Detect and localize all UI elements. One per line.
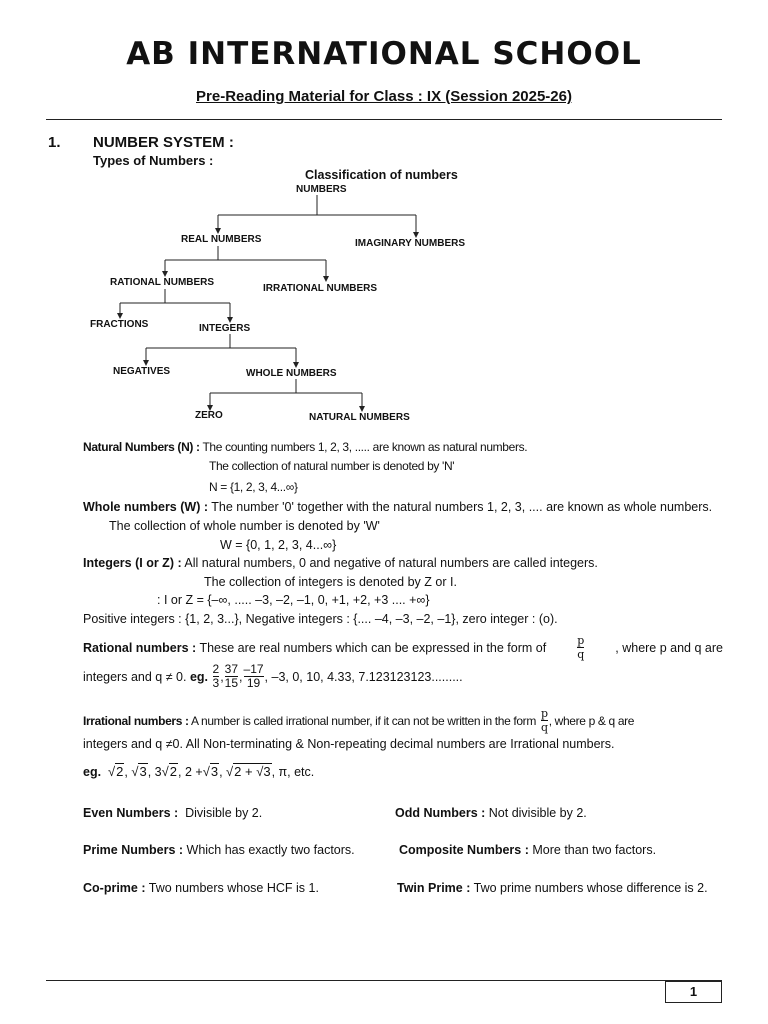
natural-notation: The collection of natural number is denoted by 'N' [209, 459, 455, 473]
page-number: 1 [665, 981, 722, 1003]
natural-definition: Natural Numbers (N) : The counting numbers 1, 2, 3, ..... are known as natural numbers. [83, 440, 528, 454]
footer-divider [46, 980, 722, 981]
tree-node-integers: INTEGERS [199, 323, 251, 334]
integers-set: : I or Z = {–∞, ..... –3, –2, –1, 0, +1, +2, +3 .... +∞} [157, 593, 430, 607]
integers-types: Positive integers : {1, 2, 3...}, Negative integers : {.... –4, –3, –2, –1}, zero integer : (o). [83, 612, 558, 626]
rational-examples: integers and q ≠ 0. eg. $\frac{2}{3}$ , $\frac{37}{15}$ , $\frac{-17}{19}$ , –3, 0, 10, 4.33, 7.123123123......... [83, 662, 463, 690]
tree-node-real: REAL NUMBERS [181, 234, 262, 245]
tree-node-whole: WHOLE NUMBERS [246, 368, 337, 379]
section-subtitle: Types of Numbers : [93, 153, 214, 168]
irrational-note: integers and q ≠0. All Non-terminating & Non-repeating decimal numbers are Irrational numbers. [83, 737, 615, 751]
tree-node-natural: NATURAL NUMBERS [309, 412, 410, 423]
twin-prime: Twin Prime : Two prime numbers whose difference is 2. [397, 881, 708, 895]
co-prime: Co-prime : Two numbers whose HCF is 1. [83, 881, 319, 895]
p-over-q-fraction: $\frac{p}{q}$ [577, 634, 585, 661]
even-numbers: Even Numbers : Divisible by 2. [83, 806, 263, 820]
tree-node-imaginary: IMAGINARY NUMBERS [355, 238, 466, 249]
section-title: NUMBER SYSTEM : [93, 134, 234, 151]
tree-node-rational: RATIONAL NUMBERS [110, 277, 215, 288]
whole-definition: Whole numbers (W) : The number '0' together with the natural numbers 1, 2, 3, .... are known as whole numbers. [83, 500, 713, 514]
tree-node-irrational: IRRATIONAL NUMBERS [263, 283, 378, 294]
tree-node-fractions: FRACTIONS [90, 319, 149, 330]
rational-definition: Rational numbers : These are real numbers which can be expressed in the form of $\frac{p}{q}$ , where p and q are [83, 634, 723, 661]
prime-numbers: Prime Numbers : Which has exactly two factors. [83, 843, 355, 857]
section-number: 1. [48, 134, 61, 151]
p-over-q-fraction-2: $\frac{p}{q}$ [540, 707, 548, 734]
natural-set: N = {1, 2, 3, 4...∞} [209, 480, 298, 494]
tree-node-numbers: NUMBERS [296, 184, 347, 195]
tree-node-zero: ZERO [195, 410, 223, 421]
integers-notation: The collection of integers is denoted by Z or I. [204, 575, 457, 589]
tree-node-negatives: NEGATIVES [113, 366, 171, 377]
irrational-examples: eg. √2 , √3 , 3 √2 , 2 + √3 , √2 + √3 , π, etc. [83, 764, 315, 779]
whole-set: W = {0, 1, 2, 3, 4...∞} [220, 538, 337, 552]
integers-definition: Integers (I or Z) : All natural numbers, 0 and negative of natural numbers are called integers. [83, 556, 598, 570]
tree-title: Classification of numbers [305, 168, 458, 182]
irrational-definition: Irrational numbers : A number is called irrational number, if it can not be written in the form $\frac{p}{q}$ , where p & q are [83, 707, 635, 734]
composite-numbers: Composite Numbers : More than two factors. [399, 843, 657, 857]
session-subtitle: Pre-Reading Material for Class : IX (Session 2025-26) [196, 88, 572, 105]
school-title: AB INTERNATIONAL SCHOOL [126, 36, 642, 72]
odd-numbers: Odd Numbers : Not divisible by 2. [395, 806, 587, 820]
whole-notation: The collection of whole number is denoted by 'W' [109, 519, 380, 533]
